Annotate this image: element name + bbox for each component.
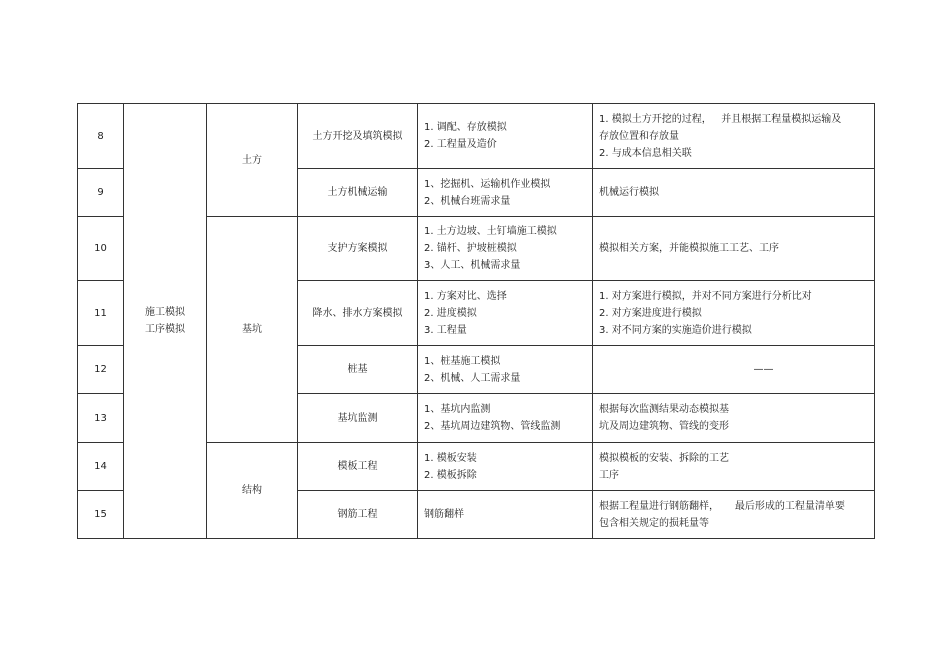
- content-cell: [418, 169, 593, 217]
- requirement-cell: [593, 346, 875, 394]
- row-number: 9: [78, 169, 124, 217]
- content-cell: [418, 281, 593, 346]
- row-number: 13: [78, 394, 124, 443]
- requirement-dash: ——: [753, 364, 774, 375]
- content-line: 2、机械台班需求量: [424, 195, 511, 207]
- row-number: 11: [78, 281, 124, 346]
- content-line: 1. 方案对比、选择: [424, 290, 507, 302]
- requirement-line: 根据工程量进行钢筋翻样， 最后形成的工程量清单要: [599, 500, 845, 512]
- group-label-line2: 工序模拟: [145, 324, 185, 335]
- content-line: 1、挖掘机、运输机作业模拟: [424, 178, 551, 190]
- group-label-line1: 施工模拟: [145, 307, 185, 318]
- content-line: 2. 锚杆、护坡桩模拟: [424, 243, 517, 254]
- content-line: 2、基坑周边建筑物、管线监测: [424, 421, 561, 432]
- content-line: 3. 工程量: [424, 324, 467, 336]
- requirement-line: 模拟相关方案，并能模拟施工工艺、工序: [599, 243, 779, 254]
- row-number: 12: [78, 346, 124, 394]
- content-cell: [418, 443, 593, 491]
- content-line: 1、桩基施工模拟: [424, 355, 501, 367]
- category-pit: 基坑: [207, 217, 298, 443]
- requirement-line: 根据每次监测结果动态模拟基: [599, 404, 729, 415]
- category-earthwork: 土方: [207, 104, 298, 217]
- requirement-cell: [593, 169, 875, 217]
- requirement-cell: [593, 281, 875, 346]
- item-name: 桩基: [298, 346, 418, 394]
- requirement-line: 1. 对方案进行模拟，并对不同方案进行分析比对: [599, 290, 812, 302]
- requirement-line: 包含相关规定的损耗量等: [599, 517, 709, 529]
- requirement-line: 3. 对不同方案的实施造价进行模拟: [599, 324, 752, 336]
- requirement-cell: [593, 443, 875, 491]
- item-name: 模板工程: [298, 443, 418, 491]
- item-name: 降水、排水方案模拟: [298, 281, 418, 346]
- item-name: 土方机械运输: [298, 169, 418, 217]
- requirement-cell: [593, 217, 875, 281]
- requirement-line: 存放位置和存放量: [599, 130, 679, 142]
- content-line: 1、基坑内监测: [424, 404, 491, 415]
- requirement-line: 2. 与成本信息相关联: [599, 147, 692, 159]
- content-cell: [418, 104, 593, 169]
- content-line: 1. 土方边坡、土钉墙施工模拟: [424, 226, 557, 237]
- row-number: 14: [78, 443, 124, 491]
- content-line: 2. 模板拆除: [424, 469, 477, 481]
- table-row: [78, 104, 875, 169]
- requirement-line: 模拟模板的安装、拆除的工艺: [599, 452, 729, 464]
- content-cell: [418, 394, 593, 443]
- group-cell: [124, 104, 207, 539]
- row-number: 8: [78, 104, 124, 169]
- requirement-cell: [593, 394, 875, 443]
- content-line: 3、人工、机械需求量: [424, 260, 521, 271]
- content-cell: [418, 491, 593, 539]
- content-line: 钢筋翻样: [424, 509, 464, 520]
- item-name: 钢筋工程: [298, 491, 418, 539]
- requirement-line: 坑及周边建筑物、管线的变形: [599, 421, 729, 432]
- content-line: 2. 进度模拟: [424, 307, 477, 319]
- item-name: 土方开挖及填筑模拟: [298, 104, 418, 169]
- row-number: 10: [78, 217, 124, 281]
- content-cell: [418, 346, 593, 394]
- content-line: 1. 模板安装: [424, 452, 477, 464]
- content-line: 2. 工程量及造价: [424, 139, 497, 150]
- row-number: 15: [78, 491, 124, 539]
- item-name: 支护方案模拟: [298, 217, 418, 281]
- category-structure: 结构: [207, 443, 298, 539]
- requirement-line: 工序: [599, 469, 619, 481]
- requirement-line: 机械运行模拟: [599, 187, 659, 198]
- requirement-cell: [593, 104, 875, 169]
- requirement-cell: [593, 491, 875, 539]
- requirement-line: 2. 对方案进度进行模拟: [599, 307, 702, 319]
- simulation-spec-table: [77, 103, 875, 539]
- item-name: 基坑监测: [298, 394, 418, 443]
- content-cell: [418, 217, 593, 281]
- content-line: 2、机械、人工需求量: [424, 372, 521, 384]
- requirement-line: 1. 模拟土方开挖的过程， 并且根据工程量模拟运输及: [599, 113, 842, 125]
- content-line: 1. 调配、存放模拟: [424, 122, 507, 133]
